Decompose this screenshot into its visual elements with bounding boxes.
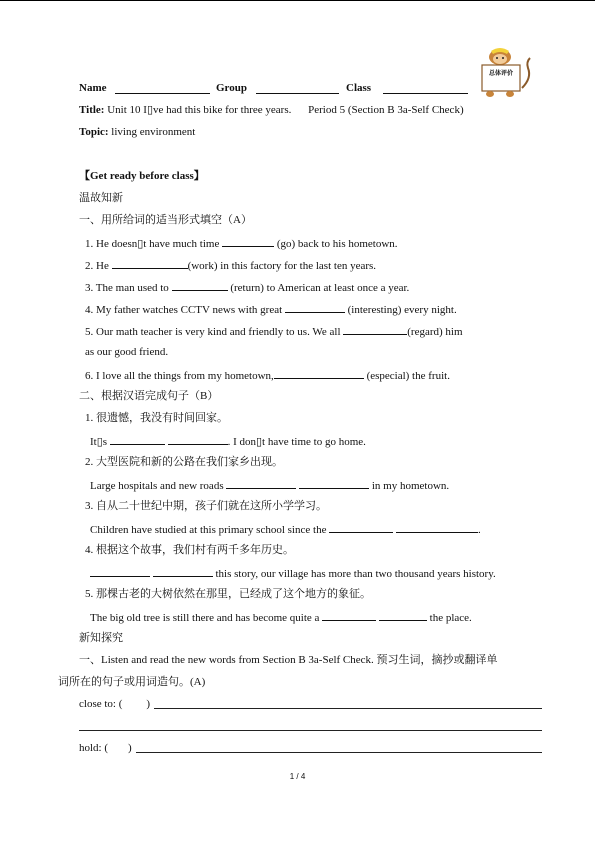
- blank[interactable]: [168, 433, 228, 445]
- writing-line[interactable]: [136, 752, 542, 753]
- title-text: Unit 10 I▯ve had this bike for three years.: [107, 104, 292, 116]
- part2-q2-cn: 2. 大型医院和新的公路在我们家乡出现。: [85, 456, 283, 468]
- page-number: 1 / 4: [289, 772, 306, 781]
- topic-line: [79, 125, 195, 139]
- group-field[interactable]: [256, 82, 339, 94]
- part2-q2: Large hospitals and new roads in my hometown.: [90, 477, 449, 493]
- class-field[interactable]: [383, 82, 468, 94]
- name-label: Name: [79, 82, 107, 94]
- title-label: Title:: [79, 104, 105, 116]
- blank[interactable]: [379, 609, 427, 621]
- blank[interactable]: [274, 367, 364, 379]
- class-label: Class: [346, 82, 372, 94]
- period-text: Period 5 (Section B 3a-Self Check): [308, 104, 464, 116]
- blank[interactable]: [222, 235, 274, 247]
- blank[interactable]: [172, 279, 228, 291]
- part1-q3: 3. The man used to (return) to American at least once a year.: [85, 279, 409, 295]
- blank[interactable]: [110, 433, 165, 445]
- part1-q1: 1. He doesn▯t have much time (go) back to his hometown.: [85, 235, 398, 251]
- part1-q4: 4. My father watches CCTV news with great (interesting) every night.: [85, 301, 457, 317]
- blank[interactable]: [285, 301, 345, 313]
- part3-line1: 一、Listen and read the new words from Section B 3a-Self Check. 预习生词，摘抄或翻译单: [79, 654, 498, 666]
- topic-text: living environment: [111, 126, 196, 138]
- part2-q3-cn: 3. 自从二十世纪中期，孩子们就在这所小学学习。: [85, 500, 327, 512]
- part1-heading: 一、用所给词的适当形式填空（A）: [79, 214, 252, 226]
- part2-q3: Children have studied at this primary school since the .: [90, 521, 481, 537]
- part2-q5-cn: 5. 那棵古老的大树依然在那里，已经成了这个地方的象征。: [85, 588, 371, 600]
- blank[interactable]: [329, 521, 393, 533]
- new-heading: 新知探究: [79, 632, 123, 644]
- word-hold: hold: ( ): [79, 742, 132, 754]
- part3-line2: 词所在的句子或用词造句。(A): [58, 676, 206, 688]
- blank[interactable]: [90, 565, 150, 577]
- section-heading: 【Get ready before class】: [79, 170, 205, 182]
- part1-q5: 5. Our math teacher is very kind and friendly to us. We all (regard) him: [85, 323, 463, 339]
- blank[interactable]: [322, 609, 376, 621]
- blank[interactable]: [226, 477, 296, 489]
- review-heading: 温故知新: [79, 192, 123, 204]
- part1-q5-cont: as our good friend.: [85, 346, 169, 358]
- blank[interactable]: [112, 257, 188, 269]
- badge-text: 总体评价: [488, 70, 514, 77]
- writing-line[interactable]: [154, 708, 542, 709]
- part2-q1: It▯s . I don▯t have time to go home.: [90, 433, 366, 449]
- part2-q4-cn: 4. 根据这个故事，我们村有两千多年历史。: [85, 544, 294, 556]
- part2-q5: The big old tree is still there and has become quite a the place.: [90, 609, 472, 625]
- evaluation-badge-icon: [478, 48, 538, 100]
- blank[interactable]: [153, 565, 213, 577]
- part2-heading: 二、根据汉语完成句子（B）: [79, 390, 219, 402]
- group-label: Group: [216, 82, 247, 94]
- name-field[interactable]: [115, 82, 210, 94]
- blank[interactable]: [343, 323, 407, 335]
- part1-q2: 2. He (work) in this factory for the last ten years.: [85, 257, 376, 273]
- title-line: [79, 103, 464, 117]
- word-close-to: close to: ( ): [79, 698, 151, 710]
- blank[interactable]: [299, 477, 369, 489]
- part2-q1-cn: 1. 很遗憾，我没有时间回家。: [85, 412, 228, 424]
- blank[interactable]: [396, 521, 478, 533]
- topic-label: Topic:: [79, 126, 109, 138]
- part2-q4: this story, our village has more than two thousand years history.: [90, 565, 496, 581]
- part1-q6: 6. I love all the things from my hometown, (especial) the fruit.: [85, 367, 450, 383]
- writing-line[interactable]: [79, 730, 542, 731]
- top-border: [0, 0, 595, 1]
